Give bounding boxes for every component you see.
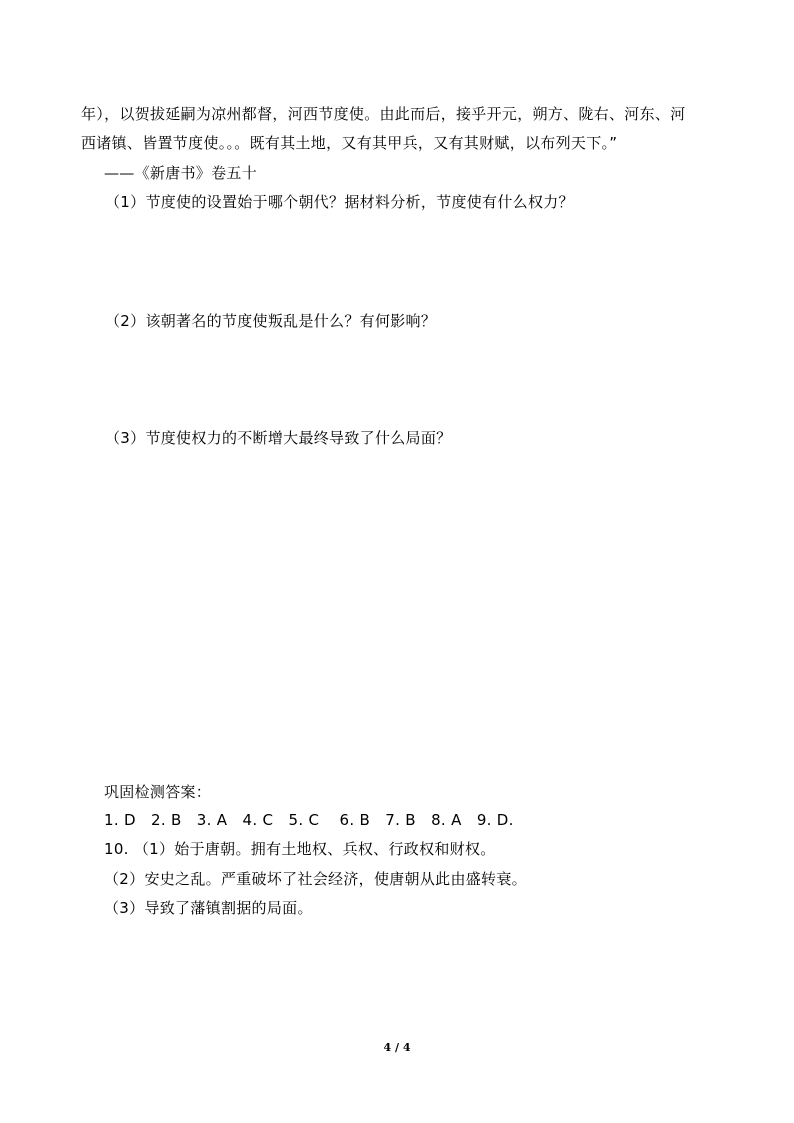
page-number: 4 / 4 xyxy=(383,1041,411,1054)
material-source: ——《新唐书》卷五十 xyxy=(104,164,258,182)
answers-heading: 巩固检测答案： xyxy=(104,783,212,801)
material-line-2: 西诸镇、皆置节度使。。。既有其土地，又有其甲兵，又有其财赋，以布列天下。” xyxy=(81,134,618,152)
answer-10-part-1: 10. （1）始于唐朝。拥有土地权、兵权、行政权和财权。 xyxy=(104,840,496,858)
question-2: （2）该朝著名的节度使叛乱是什么？有何影响？ xyxy=(105,312,437,330)
answer-10-part-2: （2）安史之乱。严重破坏了社会经济，使唐朝从此由盛转衰。 xyxy=(104,870,527,888)
question-3: （3）节度使权力的不断增大最终导致了什么局面？ xyxy=(105,429,452,447)
question-1: （1）节度使的设置始于哪个朝代？据材料分析，节度使有什么权力？ xyxy=(105,193,574,211)
material-line-1: 年），以贺拔延嗣为凉州都督，河西节度使。由此而后，接乎开元，朔方、陇右、河东、河 xyxy=(81,105,686,123)
answer-10-part-3: （3）导致了藩镇割据的局面。 xyxy=(104,899,313,917)
answers-choices: 1. D 2. B 3. A 4. C 5. C 6. B 7. B 8. A 9. D. xyxy=(104,811,514,829)
